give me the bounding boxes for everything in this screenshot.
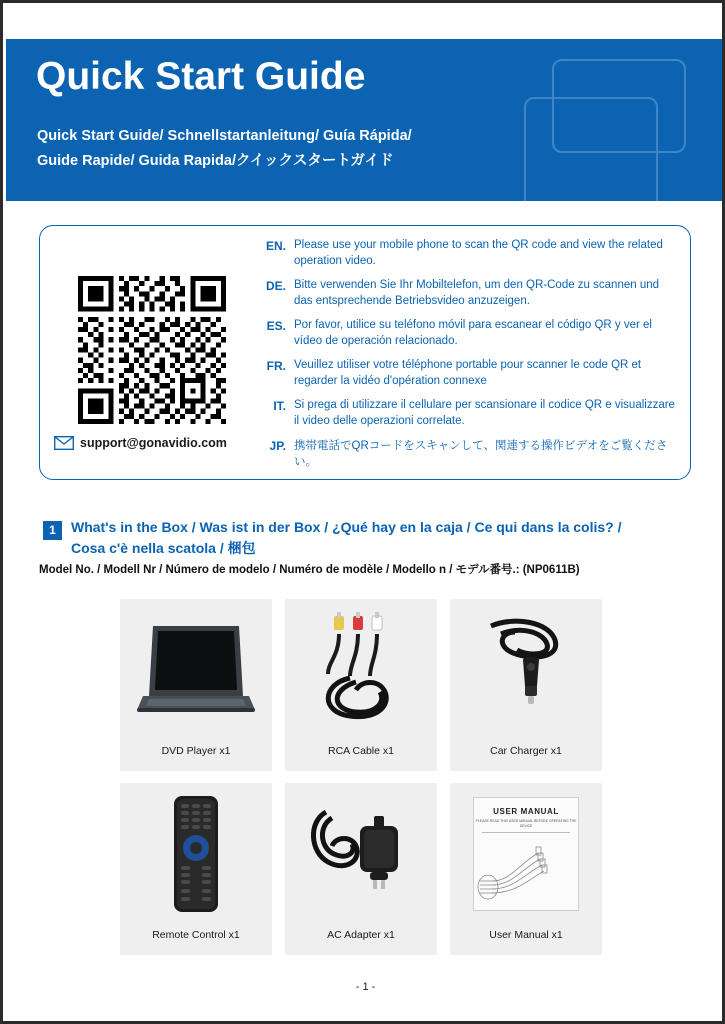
section-number-badge: 1 — [43, 521, 62, 540]
language-text: Si prega di utilizzare il cellulare per scansionare il codice QR e visualizzare il video delle operazioni correlate. — [294, 399, 675, 427]
box-item-car-charger — [450, 599, 602, 771]
language-row — [250, 278, 680, 309]
item-caption: RCA Cable x1 — [328, 745, 394, 757]
dvd-player-icon — [120, 607, 272, 733]
language-row — [250, 438, 680, 470]
header-subtitle — [37, 124, 507, 174]
language-row — [250, 398, 680, 429]
decorative-square-icon — [524, 97, 658, 201]
box-item-remote-control — [120, 783, 272, 955]
box-contents-grid — [120, 599, 610, 955]
language-code: DE. — [265, 279, 286, 293]
item-caption: User Manual x1 — [489, 929, 563, 941]
language-row — [250, 358, 680, 389]
language-instruction-list — [250, 238, 680, 479]
manual-cover-title: USER MANUAL — [493, 807, 559, 816]
section-title-line2: Cosa c'è nella scatola / 梱包 — [71, 540, 256, 556]
manual-cover — [473, 797, 579, 911]
item-caption: AC Adapter x1 — [327, 929, 395, 941]
language-code: ES. — [266, 319, 286, 333]
language-code: FR. — [266, 359, 286, 373]
language-text: Veuillez utiliser votre téléphone portable pour scanner le code QR et regarder la vidéo d'opération connexe — [294, 359, 642, 387]
item-caption: DVD Player x1 — [161, 745, 231, 757]
manual-diagram — [474, 835, 576, 909]
language-code: JP. — [269, 439, 286, 453]
language-text: Bitte verwenden Sie Ihr Mobiltelefon, um den QR-Code zu scannen und das entsprechende Betriebsvideo anzuzeigen. — [294, 279, 660, 307]
header-banner — [6, 39, 725, 201]
page-number: - 1 - — [355, 981, 376, 993]
model-number-line: Model No. / Modell Nr / Número de modelo / Numéro de modèle / Modello n / モデル番号.: (NP0611B) — [39, 564, 580, 576]
remote-control-icon — [120, 791, 272, 917]
header-subtitle-line1: Quick Start Guide/ Schnellstartanleitung/ Guía Rápida/ — [37, 128, 412, 144]
envelope-icon — [54, 436, 74, 450]
box-item-ac-adapter — [285, 783, 437, 955]
language-text: Please use your mobile phone to scan the QR code and view the related operation video. — [294, 239, 663, 267]
qr-info-panel — [39, 225, 691, 480]
page-title: Quick Start Guide — [36, 55, 366, 98]
qr-code-icon — [78, 276, 226, 424]
support-email: support@gonavidio.com — [80, 436, 227, 450]
section-title-line1: What's in the Box / Was ist in der Box / ¿Qué hay en la caja / Ce qui dans la colis? / — [71, 519, 622, 535]
box-item-user-manual — [450, 783, 602, 955]
box-item-rca-cable — [285, 599, 437, 771]
manual-cover-subtitle: PLEASE READ THIS USER MANUAL BEFORE OPERATING THE DEVICE — [475, 819, 577, 828]
language-code: IT. — [273, 399, 286, 413]
section-title — [71, 517, 701, 559]
ac-adapter-icon — [285, 791, 437, 917]
item-caption: Remote Control x1 — [152, 929, 240, 941]
car-charger-icon — [450, 607, 602, 733]
language-row — [250, 238, 680, 269]
language-row — [250, 318, 680, 349]
header-subtitle-line2: Guide Rapide/ Guida Rapida/クイックスタートガイド — [37, 153, 394, 169]
language-code: EN. — [265, 239, 286, 253]
item-caption: Car Charger x1 — [490, 745, 562, 757]
manual-divider — [482, 832, 570, 833]
rca-cable-icon — [285, 607, 437, 733]
user-manual-icon — [450, 791, 602, 917]
language-text: Por favor, utilice su teléfono móvil para escanear el código QR y ver el vídeo de operación relacionado. — [294, 319, 652, 347]
box-item-dvd-player — [120, 599, 272, 771]
language-text: 携帯電話でQRコードをスキャンして、関連する操作ビデオをご覧ください。 — [294, 440, 668, 468]
qr-code — [78, 276, 226, 424]
